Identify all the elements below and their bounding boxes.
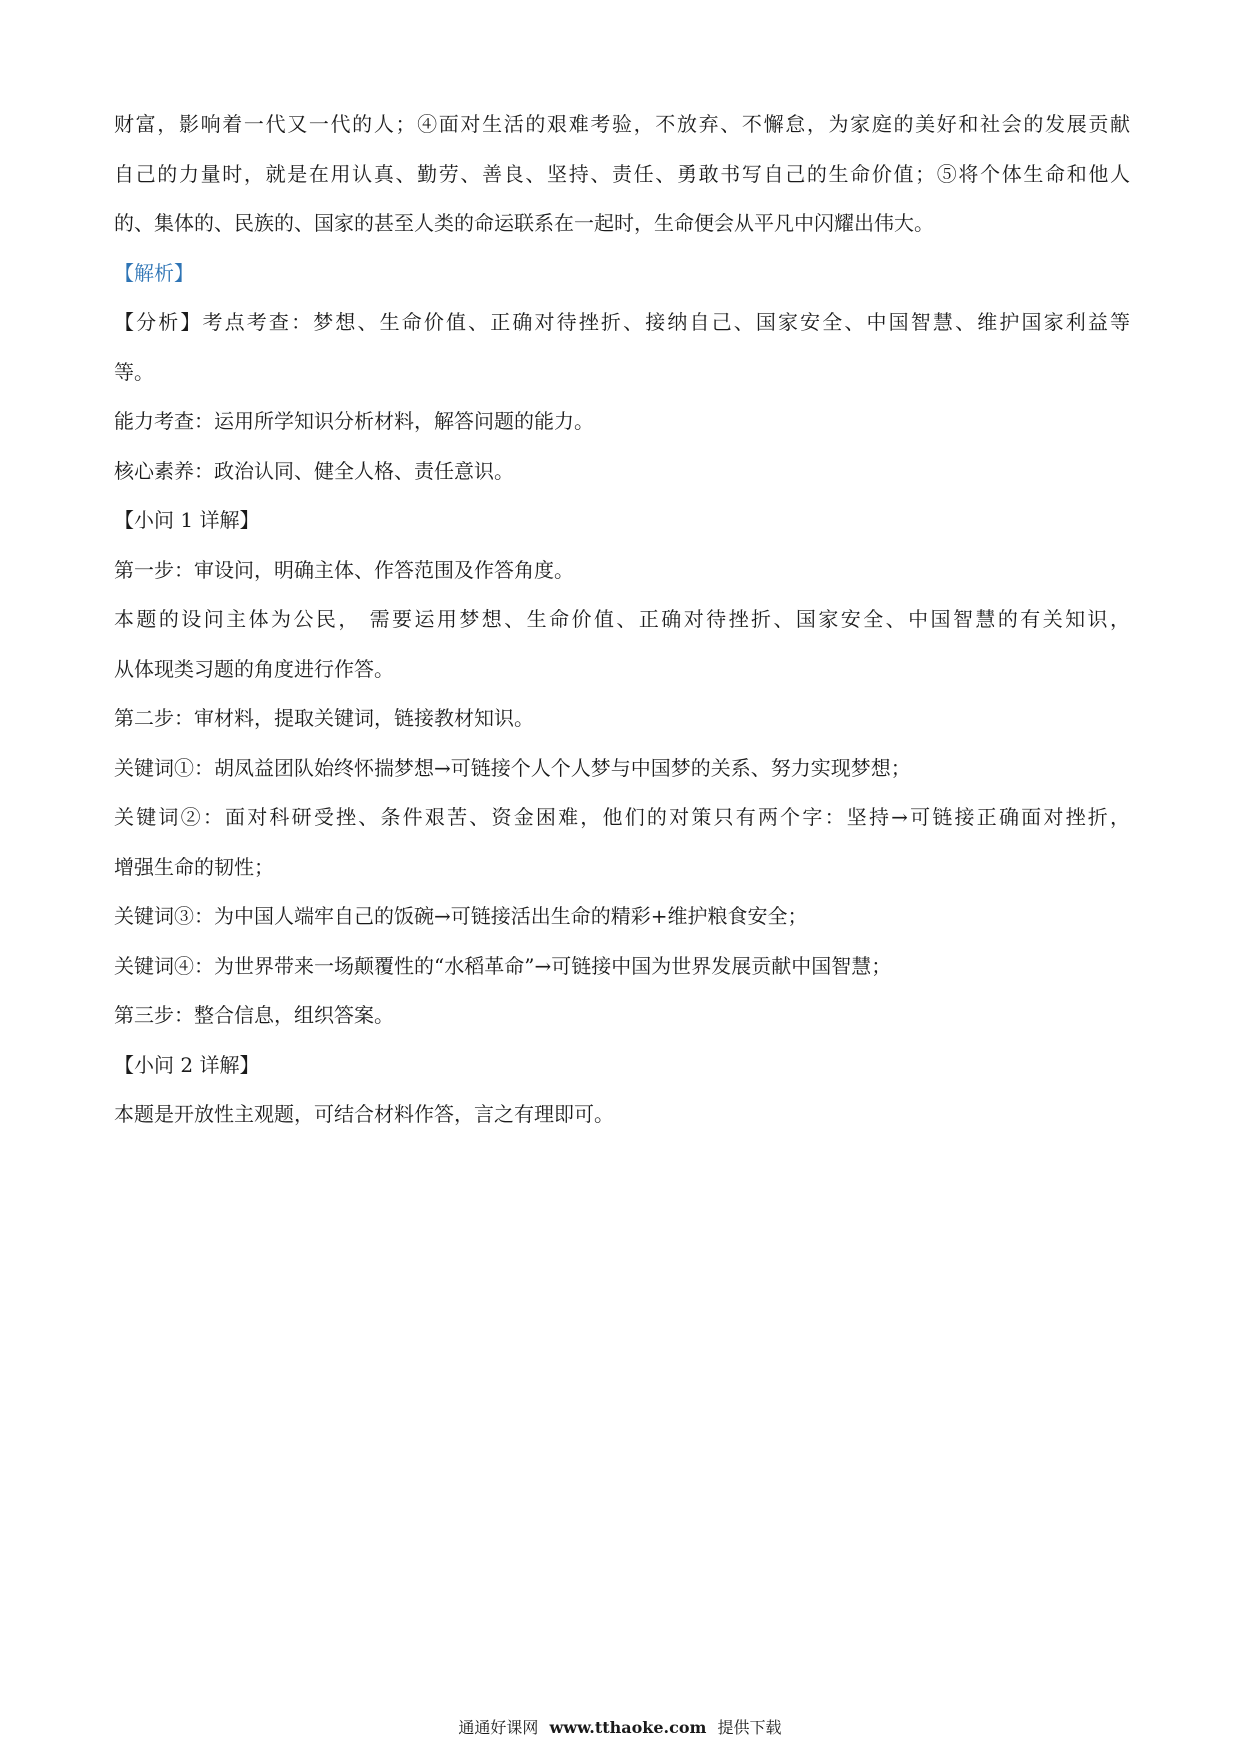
keyword-3-line: 关键词③：为中国人端牢自己的饭碗→可链接活出生命的精彩+维护粮食安全； <box>114 904 808 928</box>
footer-site-name: 通通好课网 <box>458 1718 539 1737</box>
document-body <box>114 100 1130 1140</box>
subquestion-2-answer: 本题是开放性主观题，可结合材料作答，言之有理即可。 <box>114 1102 614 1126</box>
keyword-1-line: 关键词①：胡凤益团队始终怀揣梦想→可链接个人个人梦与中国梦的关系、努力实现梦想； <box>114 755 911 780</box>
keyword-2-line-continued: 增强生命的韧性； <box>114 854 274 879</box>
analysis-topics-line: 【分析】考点考查：梦想、生命价值、正确对待挫折、接纳自己、国家安全、中国智慧、维护国家利益等 <box>114 310 1130 334</box>
answer-line-2: 自己的力量时，就是在用认真、勤劳、善良、坚持、责任、勇敢书写自己的生命价值；⑤将个体生命和他人 <box>114 161 1130 186</box>
ability-assessment-line: 能力考查：运用所学知识分析材料，解答问题的能力。 <box>114 409 594 433</box>
footer-suffix: 提供下载 <box>717 1718 782 1737</box>
step-3-line: 第三步：整合信息，组织答案。 <box>114 1003 394 1027</box>
answer-line-1: 财富，影响着一代又一代的人；④面对生活的艰难考验，不放弃、不懈怠，为家庭的美好和社会的发展贡献 <box>114 112 1130 136</box>
step-2-line: 第二步：审材料，提取关键词，链接教材知识。 <box>114 706 534 730</box>
analysis-topics-continued: 等。 <box>114 359 154 384</box>
subject-line-continued: 从体现类习题的角度进行作答。 <box>114 656 394 681</box>
answer-line-3: 的、集体的、民族的、国家的甚至人类的命运联系在一起时，生命便会从平凡中闪耀出伟大。 <box>114 211 934 235</box>
subject-line: 本题的设问主体为公民， 需要运用梦想、生命价值、正确对待挫折、国家安全、中国智慧的有关知识， <box>114 607 1130 631</box>
page-footer <box>0 1716 1240 1740</box>
section-heading-analysis: 【解析】 <box>114 260 194 285</box>
footer-url-link[interactable]: www.tthaoke.com <box>549 1718 707 1737</box>
keyword-4-line: 关键词④：为世界带来一场颠覆性的“水稻革命”→可链接中国为世界发展贡献中国智慧； <box>114 953 892 978</box>
step-1-line: 第一步：审设问，明确主体、作答范围及作答角度。 <box>114 557 574 582</box>
subquestion-2-heading: 【小问 2 详解】 <box>114 1052 260 1077</box>
keyword-2-line: 关键词②：面对科研受挫、条件艰苦、资金困难，他们的对策只有两个字：坚持→可链接正确面对挫折， <box>114 805 1130 829</box>
core-literacy-line: 核心素养：政治认同、健全人格、责任意识。 <box>114 458 514 483</box>
subquestion-1-heading: 【小问 1 详解】 <box>114 508 260 532</box>
